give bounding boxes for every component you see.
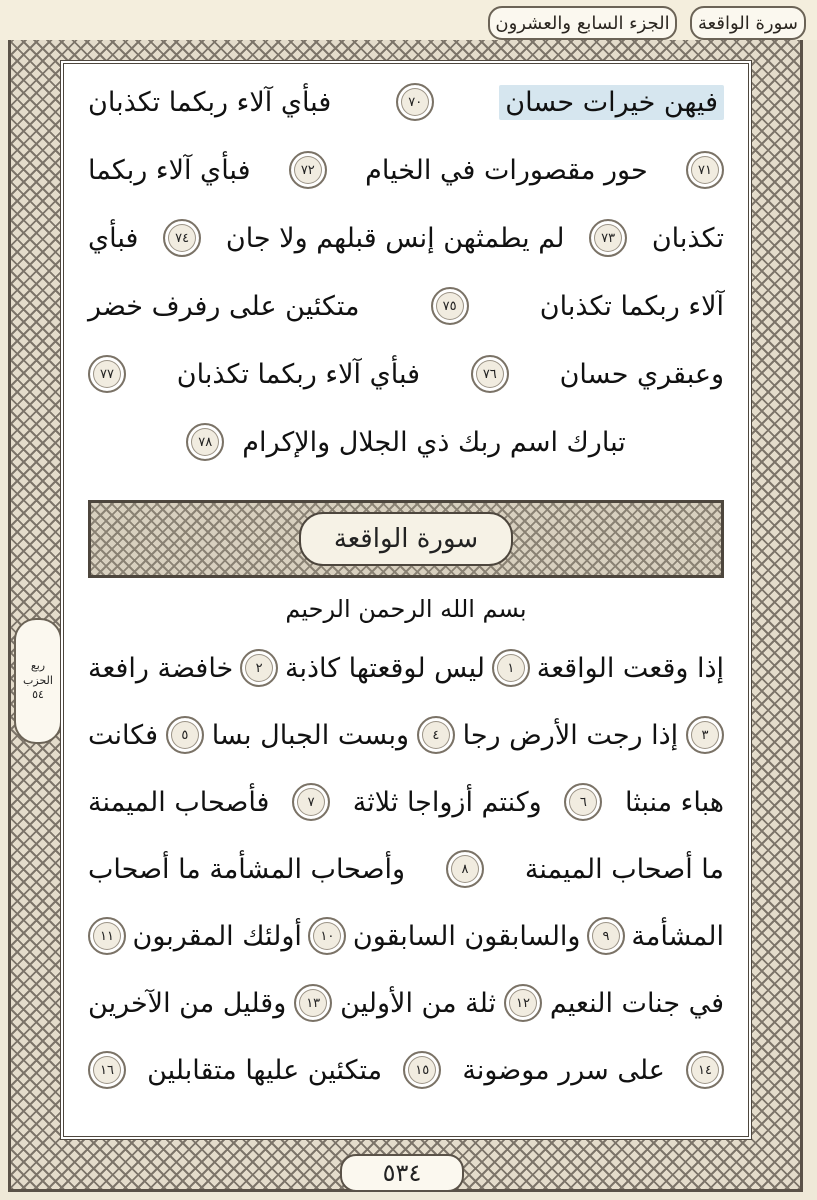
verse-line — [88, 140, 724, 200]
verse-text: المشأمة — [631, 920, 724, 952]
ayah-number-marker: ٩ — [587, 917, 625, 955]
hizb-quarter-marker — [14, 618, 62, 744]
verse-text: وبست الجبال بسا — [211, 719, 409, 751]
verse-text: ثلة من الأولين — [340, 987, 497, 1019]
ayah-number-marker: ٧٤ — [163, 219, 201, 257]
hizb-marker-line1: ربع — [30, 658, 46, 672]
verse-line — [88, 412, 724, 472]
ayah-number-marker: ٧٠ — [396, 83, 434, 121]
verse-text: ما أصحاب الميمنة — [524, 853, 724, 885]
verse-text: فأصحاب الميمنة — [88, 786, 270, 818]
verse-line — [88, 705, 724, 765]
verse-text: إذا وقعت الواقعة — [536, 652, 724, 684]
verse-text: والسابقون السابقون — [352, 920, 581, 952]
verse-text: لم يطمثهن إنس قبلهم ولا جان — [225, 222, 565, 254]
verse-text: وأصحاب المشأمة ما أصحاب — [88, 853, 406, 885]
verse-text: فبأي — [88, 222, 139, 254]
verse-text: فبأي آلاء ربكما تكذبان — [88, 86, 332, 118]
verse-text: وكنتم أزواجا ثلاثة — [352, 786, 542, 818]
verse-text: حور مقصورات في الخيام — [365, 154, 648, 186]
ayah-number-marker: ١١ — [88, 917, 126, 955]
verse-text: تكذبان — [651, 222, 724, 254]
verse-line — [88, 276, 724, 336]
ayah-number-marker: ٣ — [686, 716, 724, 754]
ayah-number-marker: ٧٥ — [431, 287, 469, 325]
verse-text: فكانت — [88, 719, 159, 751]
ayah-number-marker: ١٢ — [504, 984, 542, 1022]
verse-text: خافضة رافعة — [88, 652, 234, 684]
verse-line — [88, 638, 724, 698]
verse-text: هباء منبثا — [624, 786, 724, 818]
page-number: ٥٣٤ — [340, 1154, 464, 1192]
ayah-number-marker: ٥ — [166, 716, 204, 754]
verse-text: فبأي آلاء ربكما — [88, 154, 251, 186]
verse-text: آلاء ربكما تكذبان — [539, 290, 724, 322]
basmala: بسم الله الرحمن الرحيم — [285, 595, 527, 623]
ayah-number-marker: ١٣ — [294, 984, 332, 1022]
ayah-number-marker: ٧٢ — [289, 151, 327, 189]
hizb-marker-line2: الحزب — [23, 673, 53, 687]
mushaf-page — [60, 60, 752, 1140]
verse-line — [88, 839, 724, 899]
verse-line — [88, 344, 724, 404]
top-header — [0, 0, 817, 40]
ayah-number-marker: ٨ — [446, 850, 484, 888]
surah-banner — [88, 500, 724, 578]
verse-text: أولئك المقربون — [132, 920, 302, 952]
ayah-number-marker: ١ — [492, 649, 530, 687]
ayah-number-marker: ٧ — [292, 783, 330, 821]
verse-text: على سرر موضونة — [462, 1054, 665, 1086]
verse-text: تبارك اسم ربك ذي الجلال والإكرام — [242, 426, 626, 458]
ayah-number-marker: ٢ — [240, 649, 278, 687]
verse-text: فبأي آلاء ربكما تكذبان — [176, 358, 421, 390]
ayah-number-marker: ٤ — [417, 716, 455, 754]
verse-line — [88, 906, 724, 966]
verse-text: متكئين عليها متقابلين — [147, 1054, 383, 1086]
verse-text: وقليل من الآخرين — [88, 987, 287, 1019]
verse-line — [88, 72, 724, 132]
surah-title: سورة الواقعة — [299, 512, 513, 566]
verse-line — [88, 772, 724, 832]
ayah-number-marker: ١٥ — [403, 1051, 441, 1089]
hizb-marker-line3: ٥٤ — [32, 688, 44, 702]
ayah-number-marker: ٧٨ — [186, 423, 224, 461]
surah-label: سورة الواقعة — [690, 6, 806, 40]
ayah-number-marker: ٧٦ — [471, 355, 509, 393]
verse-text: ليس لوقعتها كاذبة — [285, 652, 485, 684]
ayah-number-marker: ٧٣ — [589, 219, 627, 257]
verse-text: متكئين على رفرف خضر — [88, 290, 360, 322]
ayah-number-marker: ١٠ — [308, 917, 346, 955]
ayah-number-marker: ١٤ — [686, 1051, 724, 1089]
verse-text: في جنات النعيم — [549, 987, 724, 1019]
juz-label: الجزء السابع والعشرون — [488, 6, 677, 40]
verse-line — [88, 973, 724, 1033]
ayah-number-marker: ١٦ — [88, 1051, 126, 1089]
verse-text: إذا رجت الأرض رجا — [462, 719, 679, 751]
ayah-number-marker: ٧١ — [686, 151, 724, 189]
highlighted-verse-text: فيهن خيرات حسان — [499, 85, 724, 120]
verse-line — [88, 208, 724, 268]
ayah-number-marker: ٦ — [564, 783, 602, 821]
ayah-number-marker: ٧٧ — [88, 355, 126, 393]
verse-text: وعبقري حسان — [559, 358, 724, 390]
verse-line — [88, 1040, 724, 1100]
